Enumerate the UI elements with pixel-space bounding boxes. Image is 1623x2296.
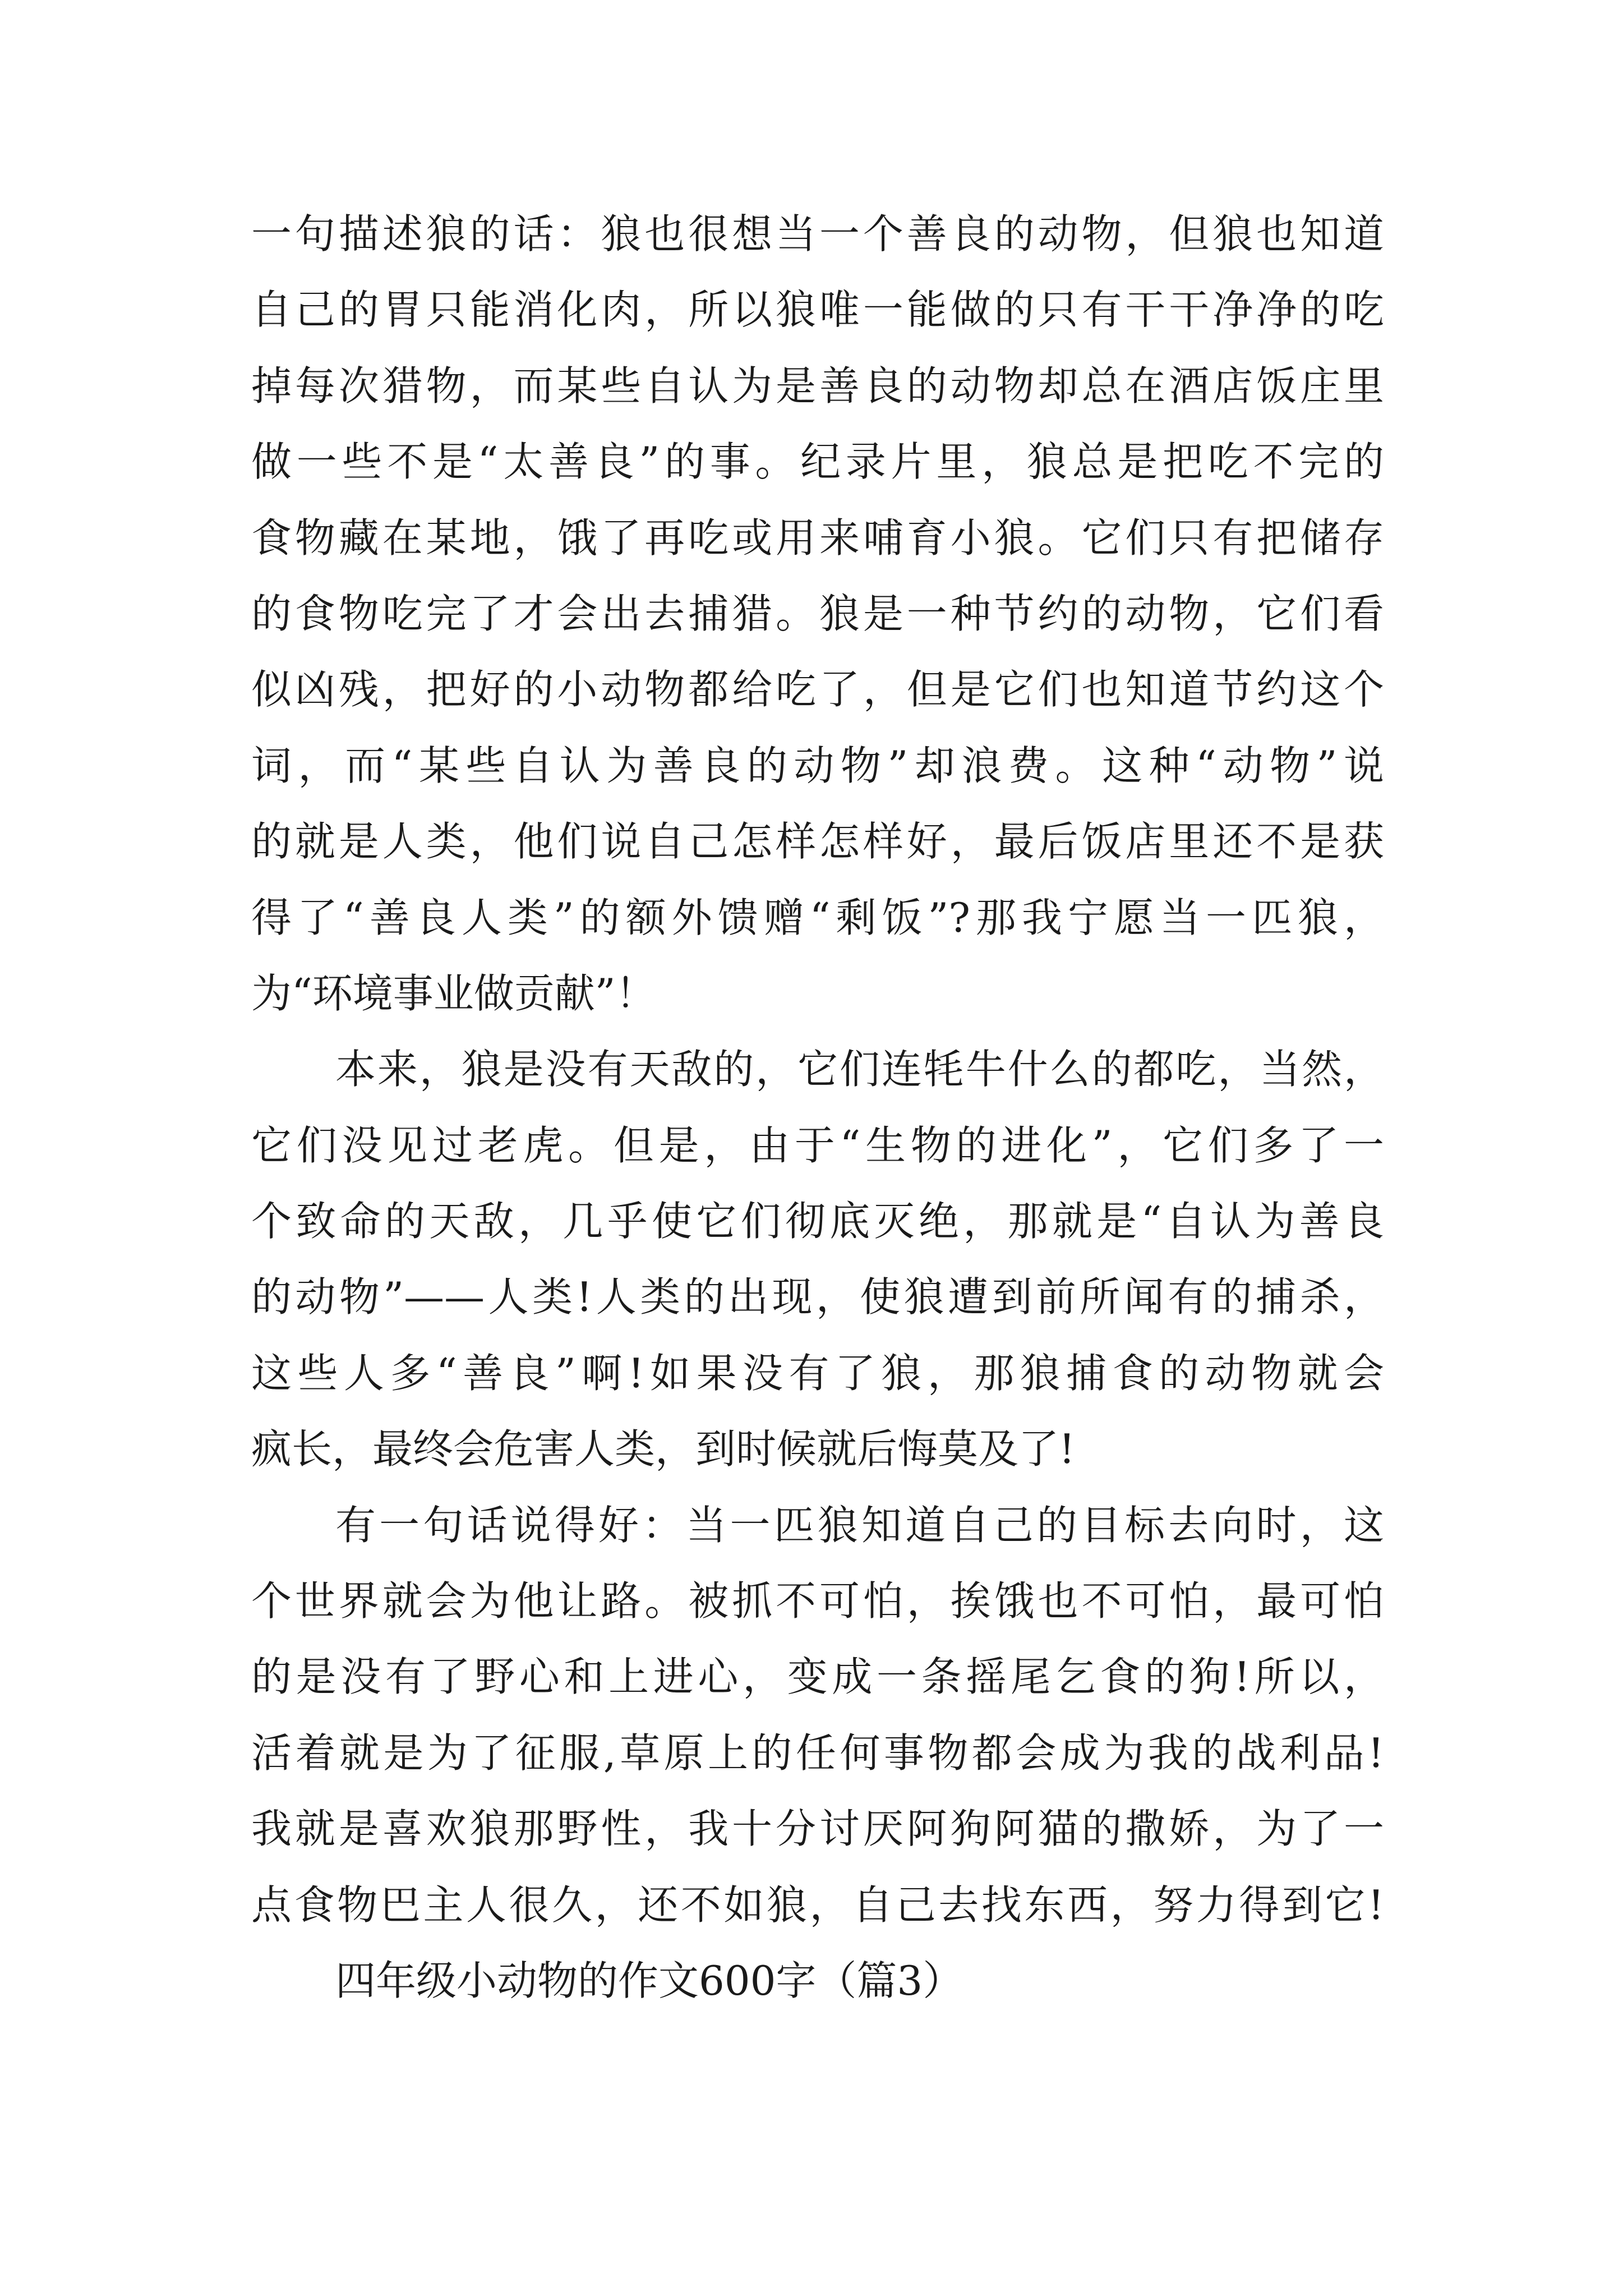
document-body bbox=[251, 196, 1384, 2019]
section-heading: 四年级小动物的作文600字（篇3） bbox=[335, 1957, 963, 2004]
paragraph-1-line-5: 食物藏在某地，饿了再吃或用来哺育小狼。它们只有把储存 bbox=[251, 514, 1384, 562]
paragraph-1-line-4: 做一些不是“太善良”的事。纪录片里，狼总是把吃不完的 bbox=[251, 438, 1384, 486]
paragraph-2-line-6: 疯长，最终会危害人类，到时候就后悔莫及了! bbox=[251, 1425, 1075, 1473]
paragraph-3-line-2: 个世界就会为他让路。被抓不可怕，挨饿也不可怕，最可怕 bbox=[251, 1577, 1384, 1625]
paragraph-3-line-1: 有一句话说得好：当一匹狼知道自己的目标去向时，这 bbox=[335, 1501, 1384, 1549]
paragraph-1-line-10: 得了“善良人类”的额外馈赠“剩饭”?那我宁愿当一匹狼， bbox=[251, 894, 1384, 941]
paragraph-2-line-5: 这些人多“善良”啊!如果没有了狼，那狼捕食的动物就会 bbox=[251, 1349, 1384, 1397]
paragraph-3-line-6: 点食物巴主人很久，还不如狼，自己去找东西，努力得到它! bbox=[251, 1881, 1384, 1929]
paragraph-2-line-1: 本来，狼是没有天敌的，它们连牦牛什么的都吃，当然， bbox=[335, 1046, 1384, 1093]
paragraph-1-line-2: 自己的胃只能消化肉，所以狼唯一能做的只有干干净净的吃 bbox=[251, 286, 1384, 334]
paragraph-1-line-6: 的食物吃完了才会出去捕猎。狼是一种节约的动物，它们看 bbox=[251, 590, 1384, 637]
paragraph-1-line-3: 掉每次猎物，而某些自认为是善良的动物却总在酒店饭庄里 bbox=[251, 362, 1384, 409]
paragraph-3-line-4: 活着就是为了征服,草原上的任何事物都会成为我的战利品! bbox=[251, 1729, 1384, 1777]
paragraph-1-line-9: 的就是人类，他们说自己怎样怎样好，最后饭店里还不是获 bbox=[251, 818, 1384, 866]
paragraph-3-line-3: 的是没有了野心和上进心，变成一条摇尾乞食的狗!所以， bbox=[251, 1653, 1384, 1701]
paragraph-2-line-3: 个致命的天敌，几乎使它们彻底灭绝，那就是“自认为善良 bbox=[251, 1198, 1384, 1245]
paragraph-1-line-7: 似凶残，把好的小动物都给吃了，但是它们也知道节约这个 bbox=[251, 666, 1384, 714]
paragraph-3-line-5: 我就是喜欢狼那野性，我十分讨厌阿狗阿猫的撒娇，为了一 bbox=[251, 1805, 1384, 1853]
paragraph-1-line-11: 为“环境事业做贡献”！ bbox=[251, 969, 656, 1017]
paragraph-1-line-8: 词，而“某些自认为善良的动物”却浪费。这种“动物”说 bbox=[251, 742, 1384, 789]
paragraph-2-line-4: 的动物”——人类!人类的出现，使狼遭到前所闻有的捕杀， bbox=[251, 1273, 1384, 1321]
paragraph-2-line-2: 它们没见过老虎。但是，由于“生物的进化”，它们多了一 bbox=[251, 1121, 1384, 1169]
paragraph-1-line-1: 一句描述狼的话：狼也很想当一个善良的动物，但狼也知道 bbox=[251, 210, 1384, 257]
